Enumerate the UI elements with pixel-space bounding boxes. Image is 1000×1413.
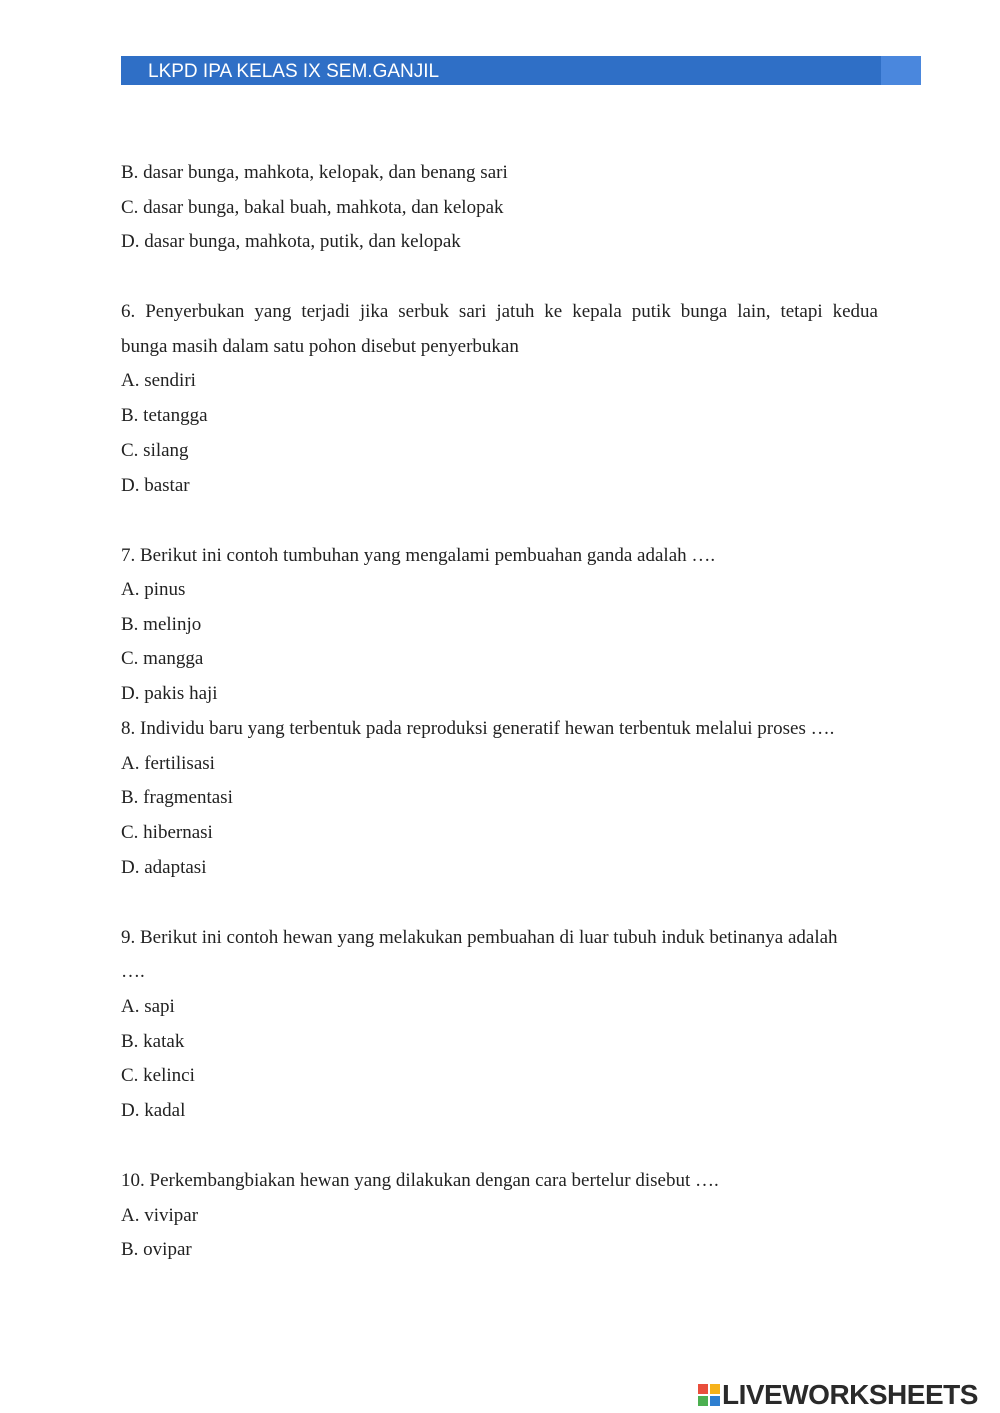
q7-text: 7. Berikut ini contoh tumbuhan yang mengalami pembuahan ganda adalah ….	[121, 545, 716, 566]
logo-square-2	[710, 1384, 720, 1394]
page-title: LKPD IPA KELAS IX SEM.GANJIL	[148, 61, 440, 82]
q7-option-a: A. pinus	[121, 579, 186, 600]
q9-option-d: D. kadal	[121, 1100, 186, 1121]
q6-option-a: A. sendiri	[121, 370, 196, 391]
q6-option-c: C. silang	[121, 440, 189, 461]
q9-option-b: B. katak	[121, 1031, 185, 1052]
q6-option-b: B. tetangga	[121, 405, 208, 426]
q7-option-b: B. melinjo	[121, 614, 202, 635]
logo-square-4	[710, 1396, 720, 1406]
q5-option-c: C. dasar bunga, bakal buah, mahkota, dan kelopak	[121, 197, 504, 218]
q8-option-b: B. fragmentasi	[121, 787, 233, 808]
logo-square-1	[698, 1384, 708, 1394]
q10-text: 10. Perkembangbiakan hewan yang dilakukan dengan cara bertelur disebut ….	[121, 1170, 719, 1191]
q7-option-c: C. mangga	[121, 648, 204, 669]
q9-text-line2: ….	[121, 961, 145, 982]
q6-text-line2: bunga masih dalam satu pohon disebut penyerbukan	[121, 336, 519, 357]
q9-text-line1: 9. Berikut ini contoh hewan yang melakukan pembuahan di luar tubuh induk betinanya adalah	[121, 927, 838, 948]
header-bar	[121, 56, 921, 85]
q8-option-d: D. adaptasi	[121, 857, 207, 878]
q8-text: 8. Individu baru yang terbentuk pada reproduksi generatif hewan terbentuk melalui proses ….	[121, 718, 835, 739]
q9-option-c: C. kelinci	[121, 1065, 195, 1086]
q6-option-d: D. bastar	[121, 475, 190, 496]
q5-option-b: B. dasar bunga, mahkota, kelopak, dan benang sari	[121, 162, 508, 183]
liveworksheets-logo	[698, 1381, 994, 1409]
q9-option-a: A. sapi	[121, 996, 175, 1017]
logo-square-3	[698, 1396, 708, 1406]
liveworksheets-logo-icon	[698, 1384, 720, 1406]
q10-option-a: A. vivipar	[121, 1205, 199, 1226]
q10-option-b: B. ovipar	[121, 1239, 192, 1260]
q7-option-d: D. pakis haji	[121, 683, 218, 704]
q8-option-a: A. fertilisasi	[121, 753, 215, 774]
q6-text-line1: 6. Penyerbukan yang terjadi jika serbuk sari jatuh ke kepala putik bunga lain, tetapi kedua	[121, 301, 878, 322]
logo-text: LIVEWORKSHEETS	[722, 1379, 978, 1410]
q8-option-c: C. hibernasi	[121, 822, 213, 843]
header-accent	[881, 56, 921, 85]
q5-option-d: D. dasar bunga, mahkota, putik, dan kelopak	[121, 231, 461, 252]
